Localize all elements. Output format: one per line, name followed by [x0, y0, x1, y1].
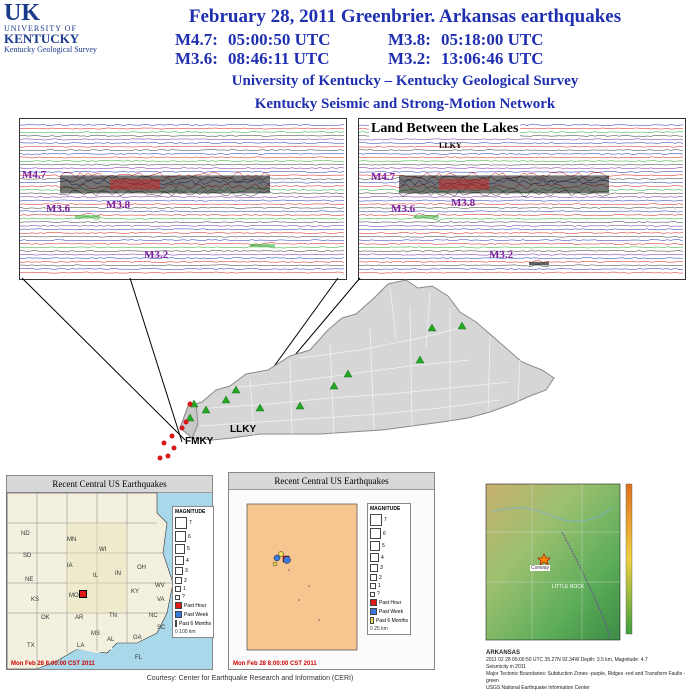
event-label-m47: M4.7 [22, 169, 47, 181]
event-label-m36: M3.6 [46, 203, 71, 215]
magnitude-value: 4 [186, 557, 189, 564]
usgs-map [482, 472, 692, 691]
mag-2-label: M3.8: [388, 30, 431, 49]
mag-3-time: 08:46:11 UTC [228, 49, 330, 68]
magnitude-row [175, 586, 211, 592]
magnitude-value: 5 [382, 543, 385, 549]
magnitude-square-icon [175, 595, 180, 600]
magnitude-value: 2 [184, 577, 187, 584]
usgs-sub2: Major Tectonic Boundaries: Subduction Zones -purple, Ridges -red and Transform Faults -green [486, 671, 686, 684]
magnitude-value: 4 [381, 554, 384, 561]
legend-past-week: Past Week [379, 608, 404, 615]
magnitude-value: 7 [189, 520, 192, 526]
magnitude-row [175, 544, 211, 554]
magnitude-row [175, 594, 211, 600]
state-label: SC [157, 625, 166, 631]
usgs-state: ARKANSAS [486, 650, 521, 656]
magnitude-value: 1 [378, 583, 381, 589]
state-label: SD [23, 553, 32, 559]
page-title: February 28, 2011 Greenbrier. Arkansas earthquakes [188, 6, 622, 27]
zoom-map-legend [367, 503, 411, 635]
org-line-2: Kentucky Seismic and Strong-Motion Network [254, 96, 556, 112]
quake-dot [188, 402, 193, 407]
org-line-1: University of Kentucky – Kentucky Geological Survey [231, 73, 579, 89]
state-label: IA [67, 563, 73, 569]
magnitude-square-icon [370, 574, 377, 581]
central-map-header: Recent Central US Earthquakes [7, 476, 212, 493]
mag-4-time: 13:06:46 UTC [441, 49, 544, 68]
legend-swatch-week [175, 611, 182, 618]
usgs-caption-block [486, 650, 692, 692]
quake-dot [172, 446, 177, 451]
magnitude-value: 6 [383, 530, 386, 537]
magnitude-label: MAGNITUDE [370, 506, 401, 512]
magnitude-row [370, 541, 408, 551]
city-conway: Conway [531, 565, 550, 571]
state-label: AR [75, 615, 84, 621]
magnitude-square-icon [175, 517, 187, 529]
station-code: LLKY [439, 141, 462, 150]
mag-1-time: 05:00:50 UTC [228, 30, 331, 49]
station-llky-label: LLKY [230, 424, 257, 435]
state-label: IN [115, 571, 121, 577]
magnitude-square-icon [175, 556, 184, 565]
state-label: MO [69, 593, 79, 599]
magnitude-row [370, 553, 408, 562]
state-label: NE [25, 577, 34, 583]
magnitude-square-icon [370, 583, 376, 589]
magnitude-square-icon [370, 564, 378, 572]
state-label: LA [77, 643, 85, 649]
event-label-m36: M3.6 [391, 203, 416, 215]
logo-university-of: UNIVERSITY OF [4, 24, 77, 33]
usgs-map-canvas [482, 472, 692, 647]
magnitude-row [370, 591, 408, 597]
zoom-timestamp: Mon Feb 28 8:00:00 CST 2011 [233, 661, 317, 667]
city-little-rock: LITTLE ROCK [552, 584, 585, 590]
zoomed-map [228, 472, 435, 670]
state-label: OH [137, 565, 146, 571]
state-label: ND [21, 531, 30, 537]
magnitude-row [370, 528, 408, 539]
magnitude-value: 6 [188, 533, 191, 540]
event-label-m32: M3.2 [489, 249, 514, 261]
state-label: TN [109, 613, 117, 619]
state-label: VA [157, 597, 165, 603]
magnitude-row [370, 564, 408, 572]
magnitude-value: 7 [384, 517, 387, 523]
magnitude-row [175, 531, 211, 542]
mag-1-label: M4.7: [175, 30, 218, 49]
state-label: WI [99, 547, 107, 553]
magnitude-row [370, 514, 408, 526]
legend-swatch-hour [370, 599, 377, 606]
magnitude-square-icon [370, 553, 379, 562]
quake-dot [166, 454, 171, 459]
magnitude-square-icon [175, 544, 185, 554]
magnitude-value: ? [377, 591, 380, 597]
state-label: NC [149, 613, 158, 619]
quake-dot [158, 456, 163, 461]
legend-past-week: Past Week [184, 611, 209, 618]
logo-uk: UK [4, 0, 40, 26]
central-us-map [6, 475, 213, 670]
magnitude-value: ? [182, 594, 185, 600]
state-label: AL [107, 637, 115, 643]
event-label-m32: M3.2 [144, 249, 169, 261]
quake-dot [162, 441, 167, 446]
state-label: MN [67, 537, 77, 543]
magnitude-square-icon [175, 577, 182, 584]
central-timestamp: Mon Feb 28 8:00:00 CST 2011 [11, 661, 95, 667]
state-label: KS [31, 597, 40, 603]
legend-past-months: Past 6 Months [179, 620, 211, 627]
zoom-map-header: Recent Central US Earthquakes [229, 473, 434, 490]
central-map-legend [172, 506, 214, 638]
magnitude-value: 3 [185, 568, 188, 574]
central-scale: 0 100 km [175, 629, 196, 635]
legend-swatch-week [370, 608, 377, 615]
mag-2-time: 05:18:00 UTC [441, 30, 544, 49]
logo-kentucky: KENTUCKY [4, 31, 80, 46]
mag-4-label: M3.2: [388, 49, 431, 68]
station-fmky-label: FMKY [185, 436, 214, 447]
magnitude-square-icon [175, 586, 181, 592]
state-label: KY [131, 589, 140, 595]
magnitude-row [370, 583, 408, 589]
zoom-scale: 0 25 km [370, 626, 388, 632]
magnitude-square-icon [370, 592, 375, 597]
magnitude-value: 5 [187, 546, 190, 552]
mag-3-label: M3.6: [175, 49, 218, 68]
magnitude-square-icon [370, 541, 380, 551]
usgs-sub3: USGS National Earthquake Information Center [486, 685, 590, 691]
quake-dot [180, 426, 185, 431]
state-label: FL [135, 655, 143, 661]
courtesy-line: Courtesy: Center for Earthquake Research and Information (CERI) [146, 675, 354, 682]
usgs-sub1: Seismicity in 2011 [486, 664, 526, 670]
quake-dot [184, 420, 189, 425]
quake-dot [170, 434, 175, 439]
logo-survey: Kentucky Geological Survey [4, 45, 97, 54]
magnitude-square-icon [175, 531, 186, 542]
state-label: TX [27, 643, 35, 649]
state-label: WV [155, 583, 165, 589]
magnitude-row [175, 567, 211, 575]
panel-title: Land Between the Lakes [371, 121, 519, 136]
event-label-m38: M3.8 [451, 197, 476, 209]
state-label: IL [93, 573, 99, 579]
magnitude-row [175, 577, 211, 584]
magnitude-value: 3 [380, 565, 383, 571]
legend-past-hour: Past Hour [184, 602, 207, 609]
legend-swatch-months [370, 617, 374, 624]
magnitude-square-icon [370, 528, 381, 539]
magnitude-label: MAGNITUDE [175, 509, 206, 515]
magnitude-square-icon [370, 514, 382, 526]
state-label: MS [91, 631, 100, 637]
magnitude-row [175, 517, 211, 529]
legend-swatch-hour [175, 602, 182, 609]
state-label: GA [133, 635, 142, 641]
state-label: OK [41, 615, 50, 621]
usgs-caption: 2011 02 28 05:00:50 UTC 35.27N 92.34W Depth: 3.5 km, Magnitude: 4.7 [486, 657, 648, 663]
legend-past-hour: Past Hour [379, 599, 402, 606]
magnitude-value: 2 [379, 574, 382, 581]
event-label-m47: M4.7 [371, 171, 396, 183]
magnitude-row [175, 556, 211, 565]
kentucky-outline [180, 280, 554, 440]
magnitude-square-icon [175, 567, 183, 575]
event-label-m38: M3.8 [106, 199, 131, 211]
legend-past-months: Past 6 Months [376, 617, 408, 624]
magnitude-row [370, 574, 408, 581]
legend-swatch-months [175, 620, 177, 627]
magnitude-value: 1 [183, 586, 186, 592]
quake-marker [79, 590, 87, 598]
